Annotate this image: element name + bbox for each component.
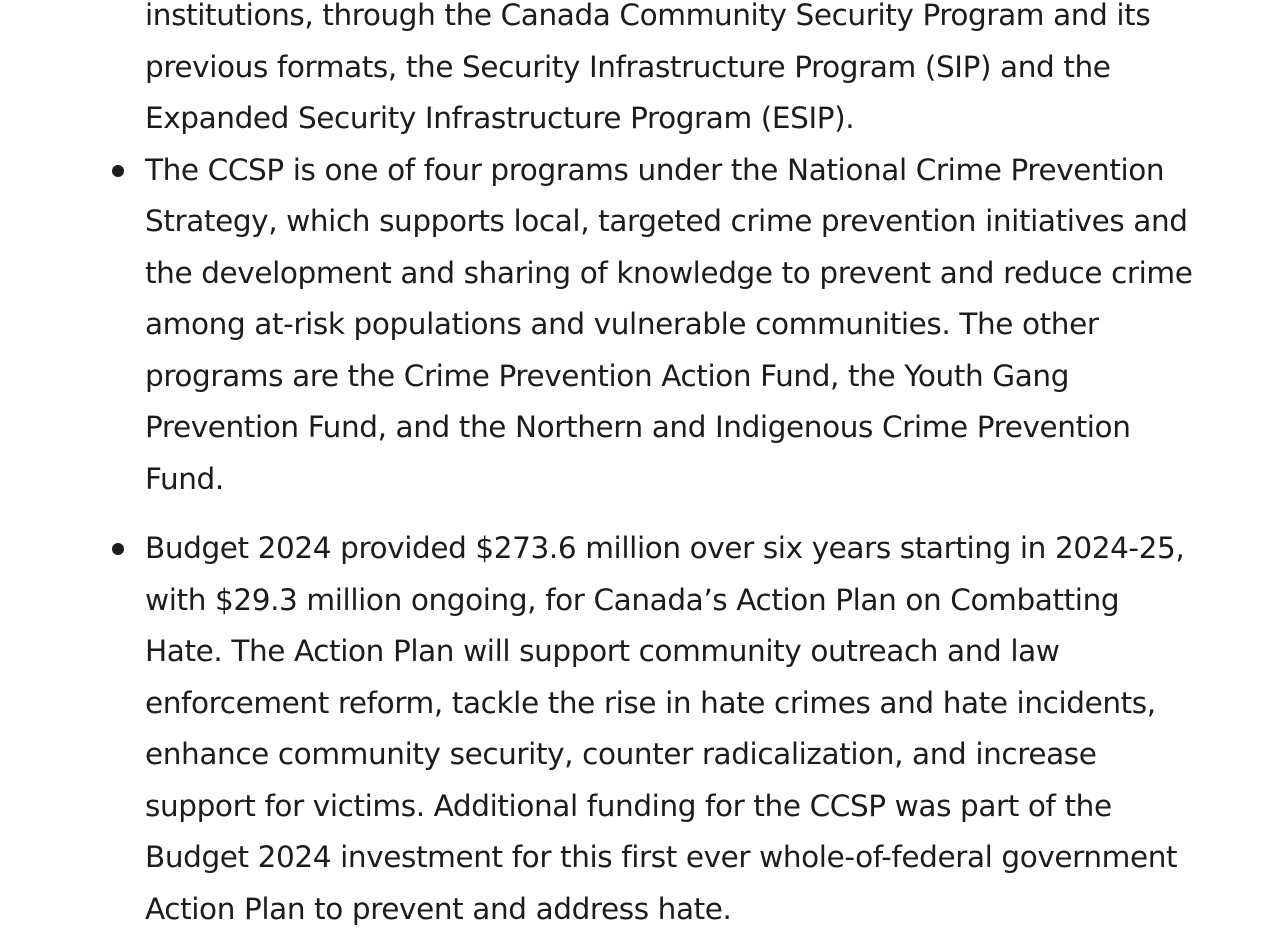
bullet-icon [112,165,124,177]
list-item [0,145,1205,506]
list-item [0,523,1205,935]
continuation-paragraph: institutions, through the Canada Community Security Program and its previous formats, the Security Infrastructure Program (SIP) and the Expanded Security Infrastructure Program (ESIP). [145,0,1151,135]
bullet-list [0,145,1275,936]
bullet-text: Budget 2024 provided $273.6 million over six years starting in 2024-25, with $29.3 million ongoing, for Canada’s Action Plan on Combatting Hate. The Action Plan will support community outreach and law enforcement reform, tackle the rise in hate crimes and hate incidents, enhance community security, counter radicalization, and increase support for victims. Additional funding for the CCSP was part of the Budget 2024 investment for this first ever whole-of-federal government Action Plan to prevent and address hate. [145,531,1185,926]
bullet-text: The CCSP is one of four programs under the National Crime Prevention Strategy, which supports local, targeted crime prevention initiatives and the development and sharing of knowledge to prevent and reduce crime among at-risk populations and vulnerable communities. The other programs are the Crime Prevention Action Fund, the Youth Gang Prevention Fund, and the Northern and Indigenous Crime Prevention Fund. [145,152,1193,496]
bullet-icon [112,543,124,555]
